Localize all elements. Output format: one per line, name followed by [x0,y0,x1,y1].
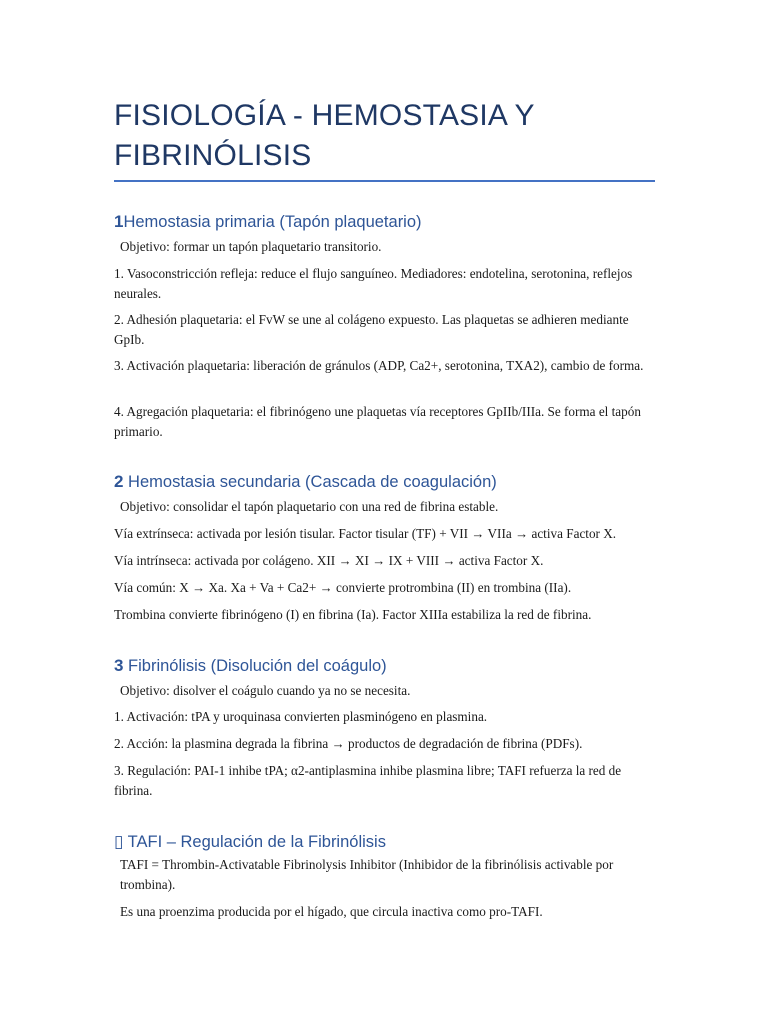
section-4-heading-text: TAFI – Regulación de la Fibrinólisis [123,833,386,851]
section-3-heading [114,655,387,677]
section-3-paragraph: 2. Acción: la plasmina degrada la fibrina → productos de degradación de fibrina (PDFs). [114,736,583,751]
section-3-heading-text: Fibrinólisis (Disolución del coágulo) [123,657,387,675]
section-2-paragraph: Trombina convierte fibrinógeno (I) en fibrina (Ia). Factor XIIIa estabiliza la red de fibrina. [114,607,592,622]
section-1-heading-text: Hemostasia primaria (Tapón plaquetario) [123,213,422,231]
section-1-paragraph: Objetivo: formar un tapón plaquetario transitorio. [120,239,382,254]
section-1-paragraph: 2. Adhesión plaquetaria: el FvW se une al colágeno expuesto. Las plaquetas se adhieren mediante GpIb. [114,312,629,347]
document-title: FISIOLOGÍA - HEMOSTASIA Y FIBRINÓLISIS [114,99,535,172]
section-2-paragraph: Vía común: X → Xa. Xa + Va + Ca2+ → convierte protrombina (II) en trombina (IIa). [114,580,572,595]
section-2-heading [114,471,497,493]
section-4-heading [114,831,386,853]
section-2-number: 2 [114,472,124,491]
section-4-paragraph: TAFI = Thrombin-Activatable Fibrinolysis Inhibitor (Inhibidor de la fibrinólisis activable por trombina). [120,857,614,892]
section-4-icon: ▯ [114,832,124,851]
section-1-paragraph: 3. Activación plaquetaria: liberación de gránulos (ADP, Ca2+, serotonina, TXA2), cambio de forma. [114,358,644,373]
section-1-paragraph: 4. Agregación plaquetaria: el fibrinógeno une plaquetas vía receptores GpIIb/IIIa. Se forma el tapón primario. [114,404,641,439]
section-2-paragraph: Objetivo: consolidar el tapón plaquetario con una red de fibrina estable. [120,499,499,514]
section-2-heading-text: Hemostasia secundaria (Cascada de coagulación) [123,473,497,491]
section-3-number: 3 [114,656,124,675]
section-1-number: 1 [114,212,124,231]
section-2-paragraph: Vía extrínseca: activada por lesión tisular. Factor tisular (TF) + VII → VIIa → activa Factor X. [114,526,617,541]
section-1-paragraph: 1. Vasoconstricción refleja: reduce el flujo sanguíneo. Mediadores: endotelina, serotonina, reflejos neurales. [114,266,633,301]
section-4-paragraph: Es una proenzima producida por el hígado, que circula inactiva como pro-TAFI. [120,904,543,919]
section-2-paragraph: Vía intrínseca: activada por colágeno. XII → XI → IX + VIII → activa Factor X. [114,553,544,568]
title-divider [114,180,655,182]
section-1-heading [114,211,422,233]
section-3-paragraph: 3. Regulación: PAI-1 inhibe tPA; α2-antiplasmina inhibe plasmina libre; TAFI refuerza la red de fibrina. [114,763,622,798]
section-3-paragraph: 1. Activación: tPA y uroquinasa convierten plasminógeno en plasmina. [114,709,488,724]
section-3-paragraph: Objetivo: disolver el coágulo cuando ya no se necesita. [120,683,411,698]
